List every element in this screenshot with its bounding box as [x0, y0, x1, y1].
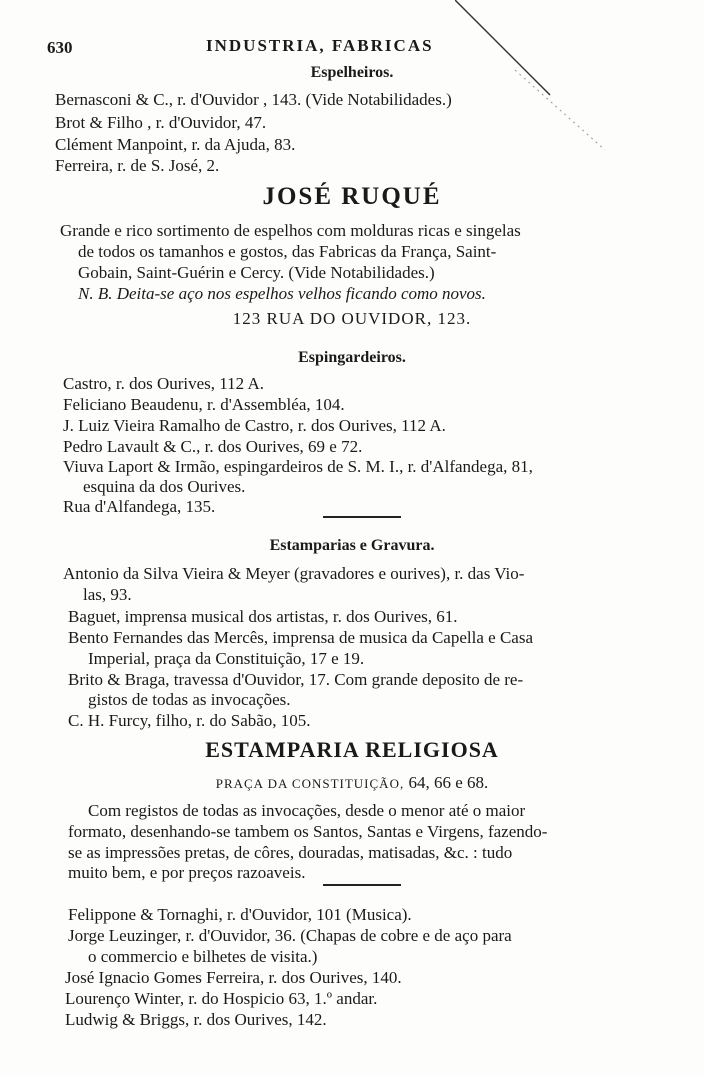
list-item: las, 93.	[83, 585, 132, 604]
ad-text-line: Com registos de todas as invocações, desde o menor até o maior	[88, 801, 526, 820]
list-item: Pedro Lavault & C., r. dos Ourives, 69 e 72.	[63, 437, 363, 456]
ad-text-line: de todos os tamanhos e gostos, das Fabricas da França, Saint-	[78, 242, 497, 261]
ad-text-line: N. B. Deita-se aço nos espelhos velhos ficando como novos.	[78, 284, 486, 303]
list-item: Feliciano Beaudenu, r. d'Assembléa, 104.	[63, 395, 345, 414]
list-item: Jorge Leuzinger, r. d'Ouvidor, 36. (Chapas de cobre e de aço para	[68, 926, 512, 945]
list-item: Ferreira, r. de S. José, 2.	[55, 156, 220, 175]
ad-address-street: PRAÇA DA CONSTITUIÇÃO,	[215, 776, 405, 791]
ad-title-estamparia-religiosa: ESTAMPARIA RELIGIOSA	[205, 737, 499, 762]
list-item: Bernasconi & C., r. d'Ouvidor , 143. (Vide Notabilidades.)	[55, 90, 452, 109]
list-item: Imperial, praça da Constituição, 17 e 19.	[88, 649, 365, 668]
ad-title-jose-ruque: JOSÉ RUQUÉ	[262, 183, 442, 210]
list-item: Rua d'Alfandega, 135.	[63, 497, 216, 516]
list-item: Felippone & Tornaghi, r. d'Ouvidor, 101 (Musica).	[68, 905, 412, 924]
ad-text-line: muito bem, e por preços razoaveis.	[68, 863, 306, 882]
list-item: Lourenço Winter, r. do Hospicio 63, 1.º andar.	[65, 989, 378, 1008]
ad-address: 123 RUA DO OUVIDOR, 123.	[232, 309, 472, 328]
list-item: C. H. Furcy, filho, r. do Sabão, 105.	[68, 711, 311, 730]
section-heading-espelheiros: Espelheiros.	[310, 64, 394, 81]
list-item: J. Luiz Vieira Ramalho de Castro, r. dos Ourives, 112 A.	[63, 416, 446, 435]
running-title: INDUSTRIA, FABRICAS	[206, 36, 434, 55]
list-item: Bento Fernandes das Mercês, imprensa de musica da Capella e Casa	[68, 628, 533, 647]
section-heading-espingardeiros: Espingardeiros.	[298, 349, 406, 366]
list-item: Ludwig & Briggs, r. dos Ourives, 142.	[65, 1010, 327, 1029]
list-item: Antonio da Silva Vieira & Meyer (gravadores e ourives), r. das Vio-	[63, 564, 525, 583]
ad-address	[0, 773, 704, 793]
list-item: o commercio e bilhetes de visita.)	[88, 947, 318, 966]
ad-text-line: se as impressões pretas, de côres, douradas, matisadas, &c. : tudo	[68, 843, 513, 862]
section-divider	[323, 884, 401, 886]
list-item: José Ignacio Gomes Ferreira, r. dos Ourives, 140.	[65, 968, 402, 987]
list-item: Viuva Laport & Irmão, espingardeiros de S. M. I., r. d'Alfandega, 81,	[63, 457, 533, 476]
list-item: Castro, r. dos Ourives, 112 A.	[63, 374, 265, 393]
section-heading-estamparias: Estamparias e Gravura.	[269, 537, 435, 554]
list-item: Brot & Filho , r. d'Ouvidor, 47.	[55, 113, 267, 132]
ad-address-numbers: 64, 66 e 68.	[408, 773, 489, 792]
list-item: Baguet, imprensa musical dos artistas, r. dos Ourives, 61.	[68, 607, 458, 626]
list-item: Clément Manpoint, r. da Ajuda, 83.	[55, 135, 296, 154]
ad-text-line: formato, desenhando-se tambem os Santos, Santas e Virgens, fazendo-	[68, 822, 548, 841]
ad-text-line: Grande e rico sortimento de espelhos com molduras ricas e singelas	[60, 221, 521, 240]
page-number: 630	[47, 38, 73, 57]
section-divider	[323, 516, 401, 518]
ad-text-line: Gobain, Saint-Guérin e Cercy. (Vide Notabilidades.)	[78, 263, 435, 282]
list-item: esquina da dos Ourives.	[83, 477, 246, 496]
list-item: Brito & Braga, travessa d'Ouvidor, 17. Com grande deposito de re-	[68, 670, 524, 689]
list-item: gistos de todas as invocações.	[88, 690, 291, 709]
